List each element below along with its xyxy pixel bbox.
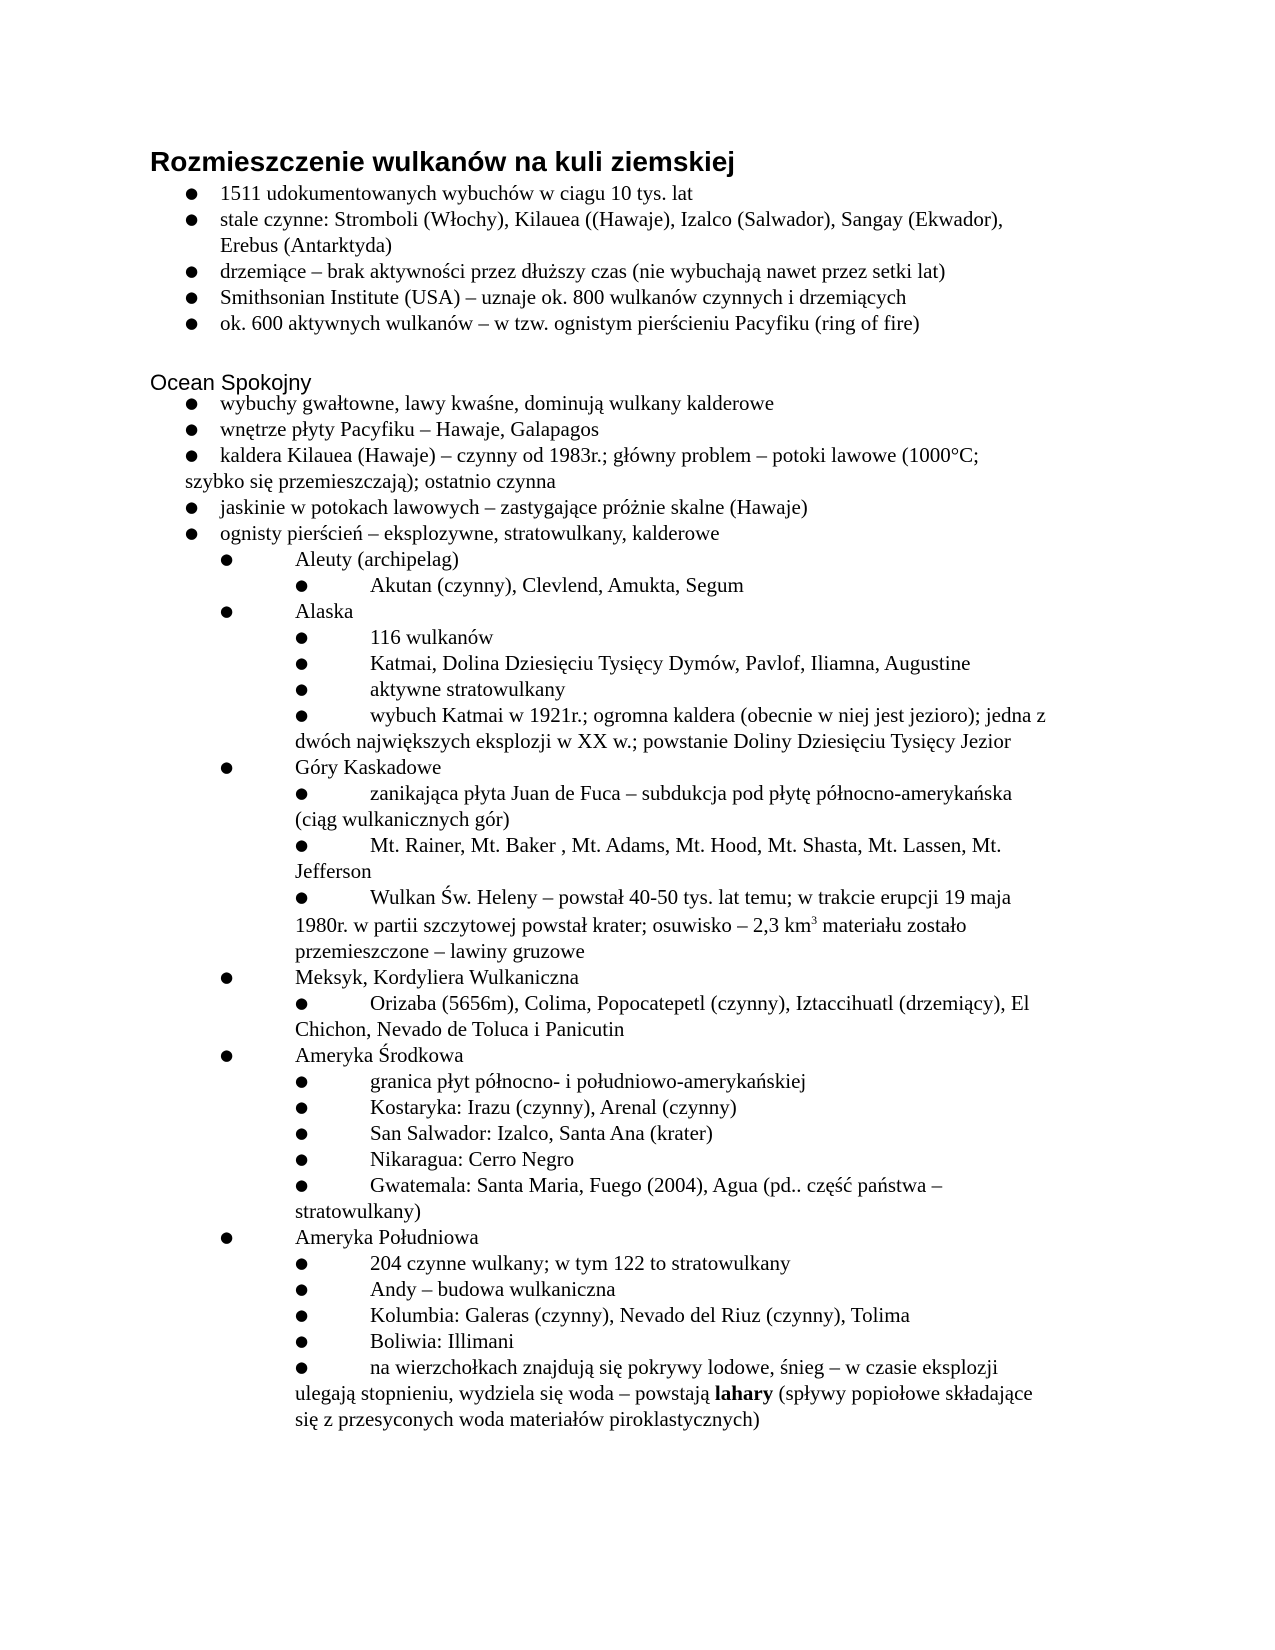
list-item: 1511 udokumentowanych wybuchów w ciagu 10 tys. lat bbox=[220, 181, 693, 205]
sublist-item: Kolumbia: Galeras (czynny), Nevado del Riuz (czynny), Tolima bbox=[370, 1303, 910, 1327]
bullet-icon: ● bbox=[295, 1098, 309, 1116]
sublist-item: Wulkan Św. Heleny – powstał 40-50 tys. lat temu; w trakcie erupcji 19 maja bbox=[370, 885, 1012, 909]
list-item: drzemiące – brak aktywności przez dłuższy czas (nie wybuchają nawet przez setki lat) bbox=[220, 259, 946, 283]
text-run: (spływy popiołowe składające bbox=[773, 1381, 1033, 1405]
sublist-item-continued: przemieszczone – lawiny gruzowe bbox=[295, 939, 585, 963]
bullet-icon: ● bbox=[295, 680, 309, 698]
sublist-heading-poludniowa: Ameryka Południowa bbox=[295, 1225, 479, 1249]
sublist-item: Katmai, Dolina Dziesięciu Tysięcy Dymów, Pavlof, Iliamna, Augustine bbox=[370, 651, 971, 675]
bullet-icon: ● bbox=[295, 888, 309, 906]
sublist-item-continued bbox=[295, 912, 966, 939]
bullet-icon: ● bbox=[295, 1176, 309, 1194]
sublist-item-continued: się z przesyconych woda materiałów piroklastycznych) bbox=[295, 1407, 760, 1431]
sublist-item-continued: Jefferson bbox=[295, 859, 372, 883]
bullet-icon: ● bbox=[220, 758, 234, 776]
text-run: ulegają stopnieniu, wydziela się woda – powstają bbox=[295, 1381, 715, 1405]
sublist-item: wybuch Katmai w 1921r.; ogromna kaldera (obecnie w niej jest jezioro); jedna z bbox=[370, 703, 1046, 727]
bullet-icon: ● bbox=[295, 576, 309, 594]
bullet-icon: ● bbox=[185, 314, 199, 332]
list-item: ognisty pierścień – eksplozywne, stratowulkany, kalderowe bbox=[220, 521, 720, 545]
bullet-icon: ● bbox=[220, 968, 234, 986]
text-run: materiału zostało bbox=[817, 913, 967, 937]
bullet-icon: ● bbox=[185, 288, 199, 306]
bullet-icon: ● bbox=[295, 654, 309, 672]
bullet-icon: ● bbox=[220, 1046, 234, 1064]
sublist-item: Mt. Rainer, Mt. Baker , Mt. Adams, Mt. Hood, Mt. Shasta, Mt. Lassen, Mt. bbox=[370, 833, 1002, 857]
bullet-icon: ● bbox=[220, 1228, 234, 1246]
bullet-icon: ● bbox=[295, 1124, 309, 1142]
text-run: 1980r. w partii szczytowej powstał krater; osuwisko – 2,3 km bbox=[295, 913, 812, 937]
bullet-icon: ● bbox=[295, 784, 309, 802]
sublist-item: granica płyt północno- i południowo-amerykańskiej bbox=[370, 1069, 807, 1093]
sublist-item: Andy – budowa wulkaniczna bbox=[370, 1277, 616, 1301]
sublist-heading-srodkowa: Ameryka Środkowa bbox=[295, 1043, 464, 1067]
sublist-item: zanikająca płyta Juan de Fuca – subdukcja pod płytę północno-amerykańska bbox=[370, 781, 1013, 805]
list-item: jaskinie w potokach lawowych – zastygające próżnie skalne (Hawaje) bbox=[220, 495, 808, 519]
list-item: ok. 600 aktywnych wulkanów – w tzw. ognistym pierścieniu Pacyfiku (ring of fire) bbox=[220, 311, 920, 335]
bullet-icon: ● bbox=[220, 602, 234, 620]
bullet-icon: ● bbox=[185, 184, 199, 202]
sublist-item: Nikaragua: Cerro Negro bbox=[370, 1147, 575, 1171]
sublist-item-continued: dwóch największych eksplozji w XX w.; powstanie Doliny Dziesięciu Tysięcy Jezior bbox=[295, 729, 1011, 753]
sublist-item: Gwatemala: Santa Maria, Fuego (2004), Agua (pd.. część państwa – bbox=[370, 1173, 943, 1197]
bullet-icon: ● bbox=[295, 1072, 309, 1090]
sublist-item: Kostaryka: Irazu (czynny), Arenal (czynny) bbox=[370, 1095, 737, 1119]
bullet-icon: ● bbox=[185, 210, 199, 228]
sublist-heading-kaskady: Góry Kaskadowe bbox=[295, 755, 442, 779]
list-item: stale czynne: Stromboli (Włochy), Kilauea ((Hawaje), Izalco (Salwador), Sangay (Ekwador), bbox=[220, 207, 1004, 231]
list-item-continued: szybko się przemieszczają); ostatnio czynna bbox=[185, 469, 556, 493]
bullet-icon: ● bbox=[185, 446, 199, 464]
bullet-icon: ● bbox=[220, 550, 234, 568]
bullet-icon: ● bbox=[185, 262, 199, 280]
bullet-icon: ● bbox=[295, 994, 309, 1012]
sublist-item: aktywne stratowulkany bbox=[370, 677, 566, 701]
bullet-icon: ● bbox=[295, 1254, 309, 1272]
list-item: wybuchy gwałtowne, lawy kwaśne, dominują wulkany kalderowe bbox=[220, 391, 775, 415]
sublist-item-continued: Chichon, Nevado de Toluca i Panicutin bbox=[295, 1017, 625, 1041]
list-item: kaldera Kilauea (Hawaje) – czynny od 1983r.; główny problem – potoki lawowe (1000°C; bbox=[220, 443, 979, 467]
bullet-icon: ● bbox=[295, 1332, 309, 1350]
bullet-icon: ● bbox=[295, 836, 309, 854]
sublist-item-continued: (ciąg wulkanicznych gór) bbox=[295, 807, 510, 831]
bullet-icon: ● bbox=[295, 1150, 309, 1168]
sublist-item: Akutan (czynny), Clevlend, Amukta, Segum bbox=[370, 573, 744, 597]
section-heading: Ocean Spokojny bbox=[150, 370, 312, 395]
bullet-icon: ● bbox=[185, 420, 199, 438]
list-item: Smithsonian Institute (USA) – uznaje ok. 800 wulkanów czynnych i drzemiących bbox=[220, 285, 907, 309]
superscript: 3 bbox=[811, 913, 818, 927]
bullet-icon: ● bbox=[185, 524, 199, 542]
sublist-heading-aleuty: Aleuty (archipelag) bbox=[295, 547, 459, 571]
sublist-item: 204 czynne wulkany; w tym 122 to stratowulkany bbox=[370, 1251, 791, 1275]
bullet-icon: ● bbox=[295, 706, 309, 724]
sublist-item: San Salwador: Izalco, Santa Ana (krater) bbox=[370, 1121, 713, 1145]
list-item: wnętrze płyty Pacyfiku – Hawaje, Galapagos bbox=[220, 417, 600, 441]
sublist-item: 116 wulkanów bbox=[370, 625, 494, 649]
sublist-item: Orizaba (5656m), Colima, Popocatepetl (czynny), Iztaccihuatl (drzemiący), El bbox=[370, 991, 1030, 1015]
page-title: Rozmieszczenie wulkanów na kuli ziemskiej bbox=[150, 146, 736, 177]
sublist-item: na wierzchołkach znajdują się pokrywy lodowe, śnieg – w czasie eksplozji bbox=[370, 1355, 999, 1379]
sublist-item: Boliwia: Illimani bbox=[370, 1329, 515, 1353]
bullet-icon: ● bbox=[295, 1306, 309, 1324]
sublist-item-continued: stratowulkany) bbox=[295, 1199, 421, 1223]
bullet-icon: ● bbox=[295, 1280, 309, 1298]
sublist-item-continued bbox=[295, 1380, 1033, 1407]
sublist-heading-alaska: Alaska bbox=[295, 599, 354, 623]
bullet-icon: ● bbox=[295, 1358, 309, 1376]
bullet-icon: ● bbox=[185, 498, 199, 516]
bullet-icon: ● bbox=[295, 628, 309, 646]
sublist-heading-meksyk: Meksyk, Kordyliera Wulkaniczna bbox=[295, 965, 579, 989]
bullet-icon: ● bbox=[185, 394, 199, 412]
bold-term: lahary bbox=[714, 1381, 774, 1405]
list-item-continued: Erebus (Antarktyda) bbox=[220, 233, 393, 257]
